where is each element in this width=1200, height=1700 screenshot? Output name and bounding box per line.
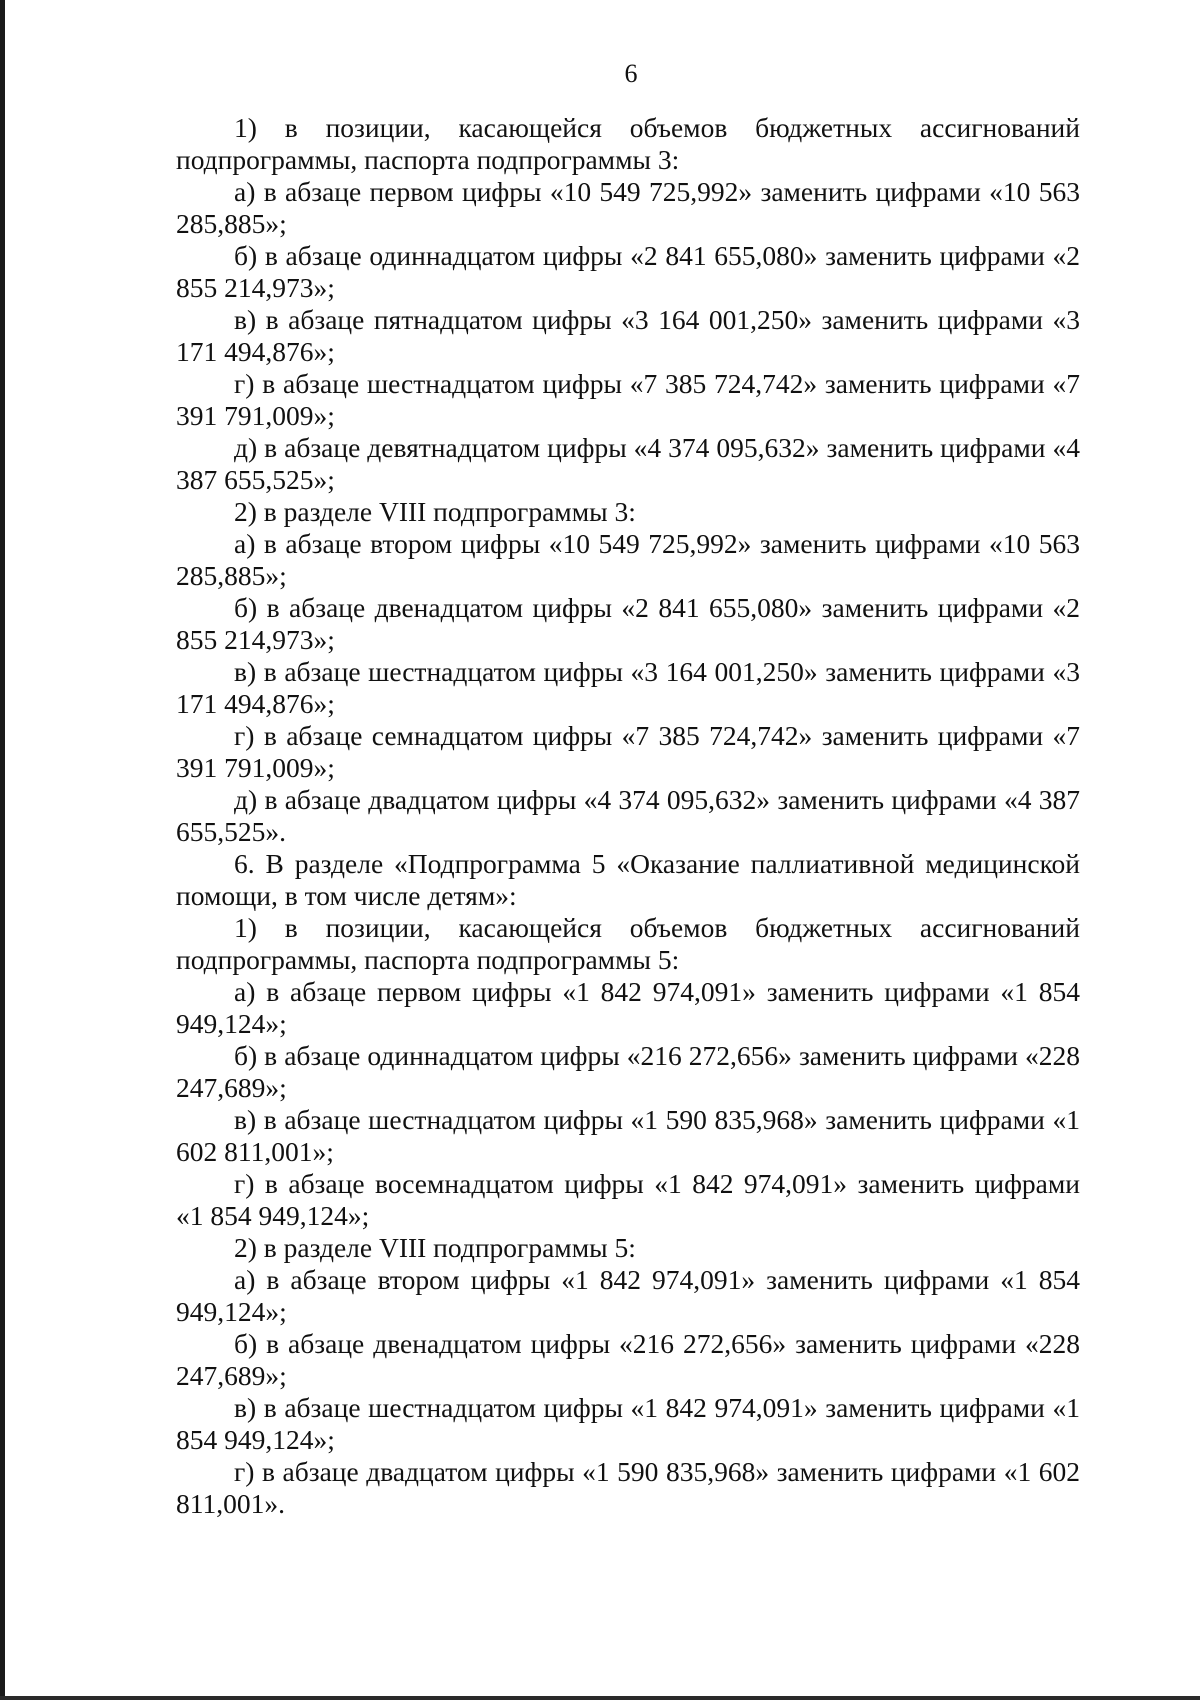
paragraph: б) в абзаце одиннадцатом цифры «2 841 655,080» заменить цифрами «2 855 214,973»; [176, 240, 1080, 303]
paragraph: г) в абзаце шестнадцатом цифры «7 385 724,742» заменить цифрами «7 391 791,009»; [176, 368, 1080, 431]
paragraph: в) в абзаце пятнадцатом цифры «3 164 001,250» заменить цифрами «3 171 494,876»; [176, 304, 1080, 367]
paragraph: в) в абзаце шестнадцатом цифры «1 842 974,091» заменить цифрами «1 854 949,124»; [176, 1392, 1080, 1455]
paragraph: а) в абзаце первом цифры «1 842 974,091» заменить цифрами «1 854 949,124»; [176, 976, 1080, 1039]
paragraph: в) в абзаце шестнадцатом цифры «1 590 835,968» заменить цифрами «1 602 811,001»; [176, 1104, 1080, 1167]
paragraph: 1) в позиции, касающейся объемов бюджетных ассигнований подпрограммы, паспорта подпрограммы 5: [176, 912, 1080, 975]
paragraph: б) в абзаце двенадцатом цифры «2 841 655,080» заменить цифрами «2 855 214,973»; [176, 592, 1080, 655]
paragraph: б) в абзаце одиннадцатом цифры «216 272,656» заменить цифрами «228 247,689»; [176, 1040, 1080, 1103]
paragraph: 6. В разделе «Подпрограмма 5 «Оказание паллиативной медицинской помощи, в том числе детям»: [176, 848, 1080, 911]
paragraph: г) в абзаце восемнадцатом цифры «1 842 974,091» заменить цифрами «1 854 949,124»; [176, 1168, 1080, 1231]
paragraph: г) в абзаце двадцатом цифры «1 590 835,968» заменить цифрами «1 602 811,001». [176, 1456, 1080, 1519]
paragraph: д) в абзаце девятнадцатом цифры «4 374 095,632» заменить цифрами «4 387 655,525»; [176, 432, 1080, 495]
document-body [176, 112, 1080, 1520]
paragraph: а) в абзаце втором цифры «10 549 725,992» заменить цифрами «10 563 285,885»; [176, 528, 1080, 591]
paragraph: 1) в позиции, касающейся объемов бюджетных ассигнований подпрограммы, паспорта подпрограммы 3: [176, 112, 1080, 175]
paragraph: в) в абзаце шестнадцатом цифры «3 164 001,250» заменить цифрами «3 171 494,876»; [176, 656, 1080, 719]
paragraph: 2) в разделе VIII подпрограммы 3: [234, 496, 636, 527]
scan-edge-bottom [0, 1696, 1200, 1700]
page-number: 6 [624, 59, 638, 88]
paragraph: а) в абзаце первом цифры «10 549 725,992» заменить цифрами «10 563 285,885»; [176, 176, 1080, 239]
paragraph: а) в абзаце втором цифры «1 842 974,091» заменить цифрами «1 854 949,124»; [176, 1264, 1080, 1327]
paragraph: б) в абзаце двенадцатом цифры «216 272,656» заменить цифрами «228 247,689»; [176, 1328, 1080, 1391]
paragraph: д) в абзаце двадцатом цифры «4 374 095,632» заменить цифрами «4 387 655,525». [176, 784, 1080, 847]
paragraph: 2) в разделе VIII подпрограммы 5: [234, 1232, 636, 1263]
scan-edge-left [0, 0, 5, 1700]
paragraph: г) в абзаце семнадцатом цифры «7 385 724,742» заменить цифрами «7 391 791,009»; [176, 720, 1080, 783]
